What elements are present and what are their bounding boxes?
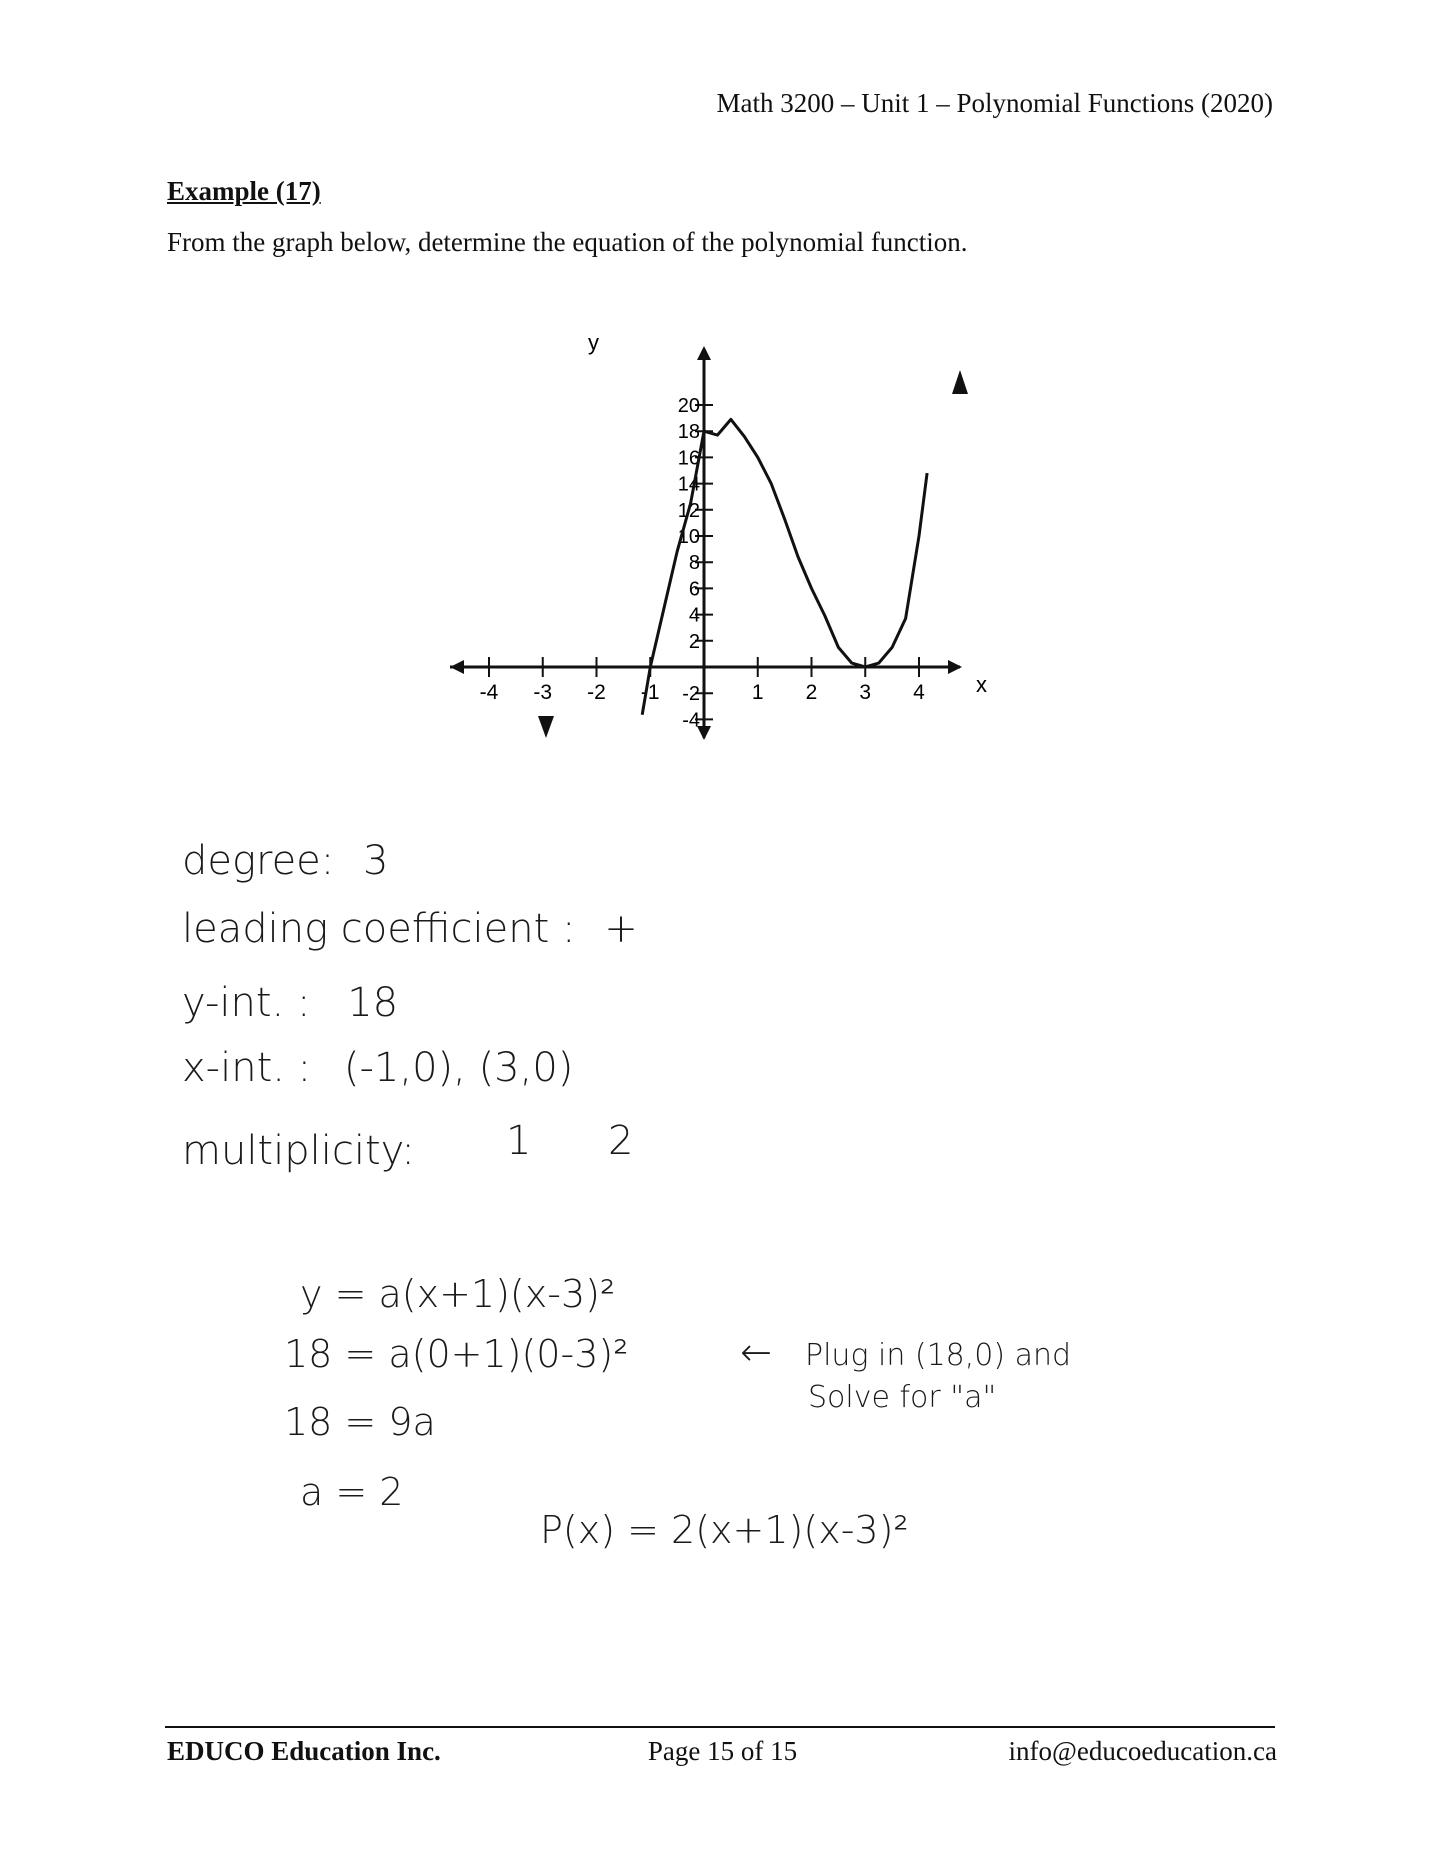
degree-value: 3 — [362, 838, 389, 884]
leading-coefficient-label: leading coefficient : — [182, 906, 576, 952]
y-tick-label: 14 — [677, 473, 700, 496]
y-tick-label: 18 — [677, 421, 700, 444]
x-tick-label: -3 — [533, 681, 553, 704]
arrow-icon: ← — [740, 1330, 772, 1374]
y-tick-label: 12 — [677, 499, 700, 522]
y-tick-label: 4 — [688, 604, 700, 627]
x-axis-label: x — [976, 672, 987, 697]
x-tick-label: 3 — [859, 681, 872, 704]
leading-coefficient-row — [182, 906, 638, 952]
y-intercept-label: y-int. : — [182, 980, 311, 1026]
degree-label: degree: — [182, 838, 335, 884]
leading-coefficient-value: + — [604, 906, 638, 952]
y-ticks — [678, 395, 713, 731]
work-line-2: 18 = a(0+1)(0-3)² — [284, 1332, 629, 1376]
y-tick-label: 6 — [688, 578, 700, 601]
polynomial-graph — [440, 330, 1000, 760]
y-intercept-value: 18 — [347, 980, 399, 1026]
multiplicity-label: multiplicity: — [182, 1128, 415, 1174]
curve-arrow-left — [538, 716, 554, 738]
multiplicity-value-2: 2 — [608, 1118, 634, 1164]
example-prompt: From the graph below, determine the equation of the polynomial function. — [167, 227, 968, 257]
x-tick-label: -1 — [640, 681, 660, 704]
footer-page-number: Page 15 of 15 — [647, 1736, 798, 1766]
x-axis-arrow-right — [948, 660, 962, 674]
work-line-1: y = a(x+1)(x-3)² — [300, 1272, 616, 1316]
multiplicity-row — [182, 1128, 415, 1174]
y-axis-label: y — [588, 330, 599, 355]
x-tick-label: 4 — [913, 681, 925, 704]
final-equation: P(x) = 2(x+1)(x-3)² — [540, 1508, 909, 1552]
x-tick-label: 2 — [805, 681, 818, 704]
degree-row — [182, 838, 388, 884]
note-line-1: Plug in (18,0) and — [805, 1338, 1072, 1373]
multiplicity-value-1: 1 — [506, 1118, 532, 1164]
x-axis-arrow-left — [450, 660, 464, 674]
y-tick-label: 8 — [688, 552, 700, 575]
y-tick-label: 2 — [688, 630, 700, 653]
work-line-4: a = 2 — [300, 1470, 404, 1514]
x-tick-label: -2 — [587, 681, 606, 704]
x-tick-label: 1 — [751, 681, 764, 704]
footer-email: info@educoeducation.ca — [1008, 1736, 1277, 1766]
y-tick-label: 20 — [677, 395, 700, 417]
y-tick-label: 10 — [677, 526, 700, 548]
footer-company: EDUCO Education Inc. — [167, 1736, 441, 1766]
y-intercept-row — [182, 980, 398, 1026]
work-line-3: 18 = 9a — [284, 1400, 436, 1444]
x-tick-label: -4 — [479, 681, 499, 704]
document-header: Math 3200 – Unit 1 – Polynomial Functions (2020) — [716, 88, 1273, 118]
curve-arrow-right — [952, 370, 968, 394]
note-line-2: Solve for "a" — [808, 1380, 997, 1415]
y-tick-label: -2 — [682, 683, 700, 706]
y-tick-label: -4 — [682, 709, 700, 732]
footer-divider — [165, 1726, 1275, 1728]
x-intercept-row — [182, 1045, 573, 1091]
x-intercept-label: x-int. : — [182, 1045, 312, 1091]
example-title: Example (17) — [167, 176, 321, 206]
y-axis-arrow-up — [697, 346, 711, 360]
y-tick-label: 16 — [677, 447, 700, 470]
x-intercept-value: (-1,0), (3,0) — [343, 1045, 574, 1091]
